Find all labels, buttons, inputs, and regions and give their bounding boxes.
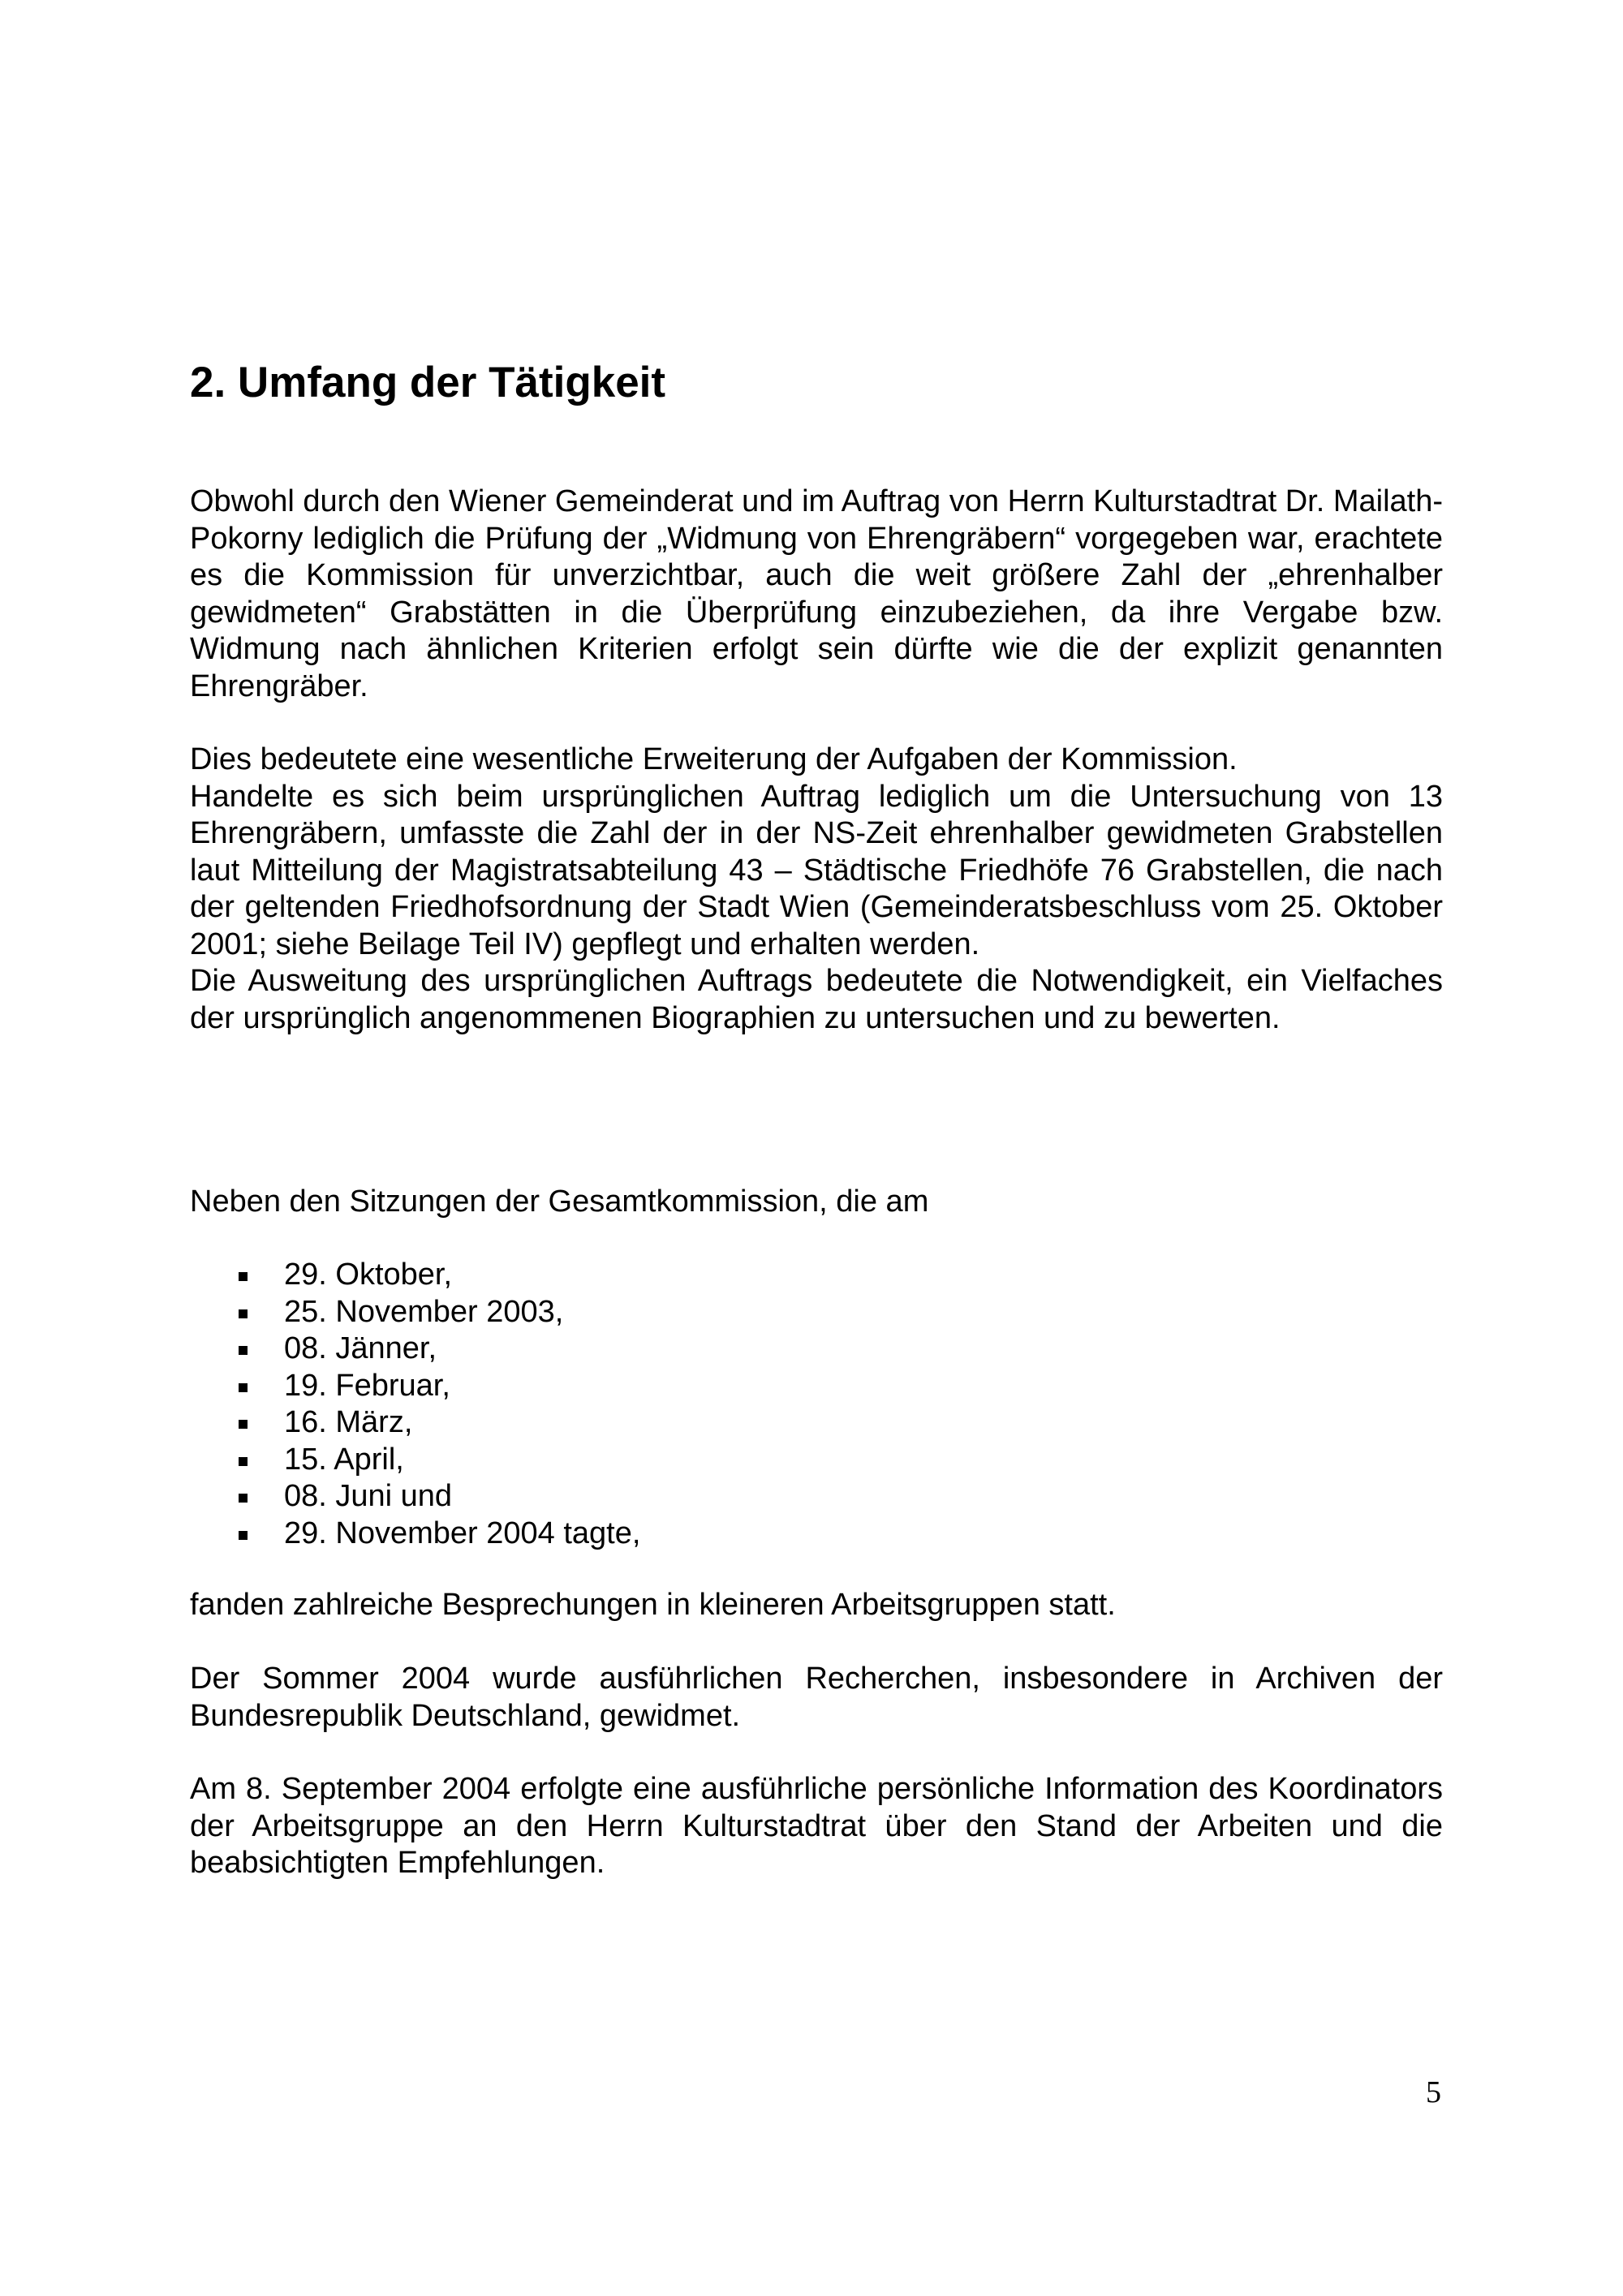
- square-bullet-icon: [239, 1420, 248, 1429]
- list-item: [239, 1516, 640, 1553]
- square-bullet-icon: [239, 1383, 248, 1392]
- square-bullet-icon: [239, 1346, 248, 1355]
- list-item-text: 29. Oktober,: [284, 1258, 453, 1292]
- list-item: [239, 1294, 640, 1331]
- list-item: [239, 1478, 640, 1516]
- square-bullet-icon: [239, 1272, 248, 1281]
- square-bullet-icon: [239, 1494, 248, 1503]
- square-bullet-icon: [239, 1531, 248, 1540]
- square-bullet-icon: [239, 1457, 248, 1466]
- paragraph-summer-research: Der Sommer 2004 wurde ausführlichen Recherchen, insbesondere in Archiven der Bundesrepublik Deutschland, gewidmet.: [190, 1662, 1443, 1733]
- page-number: 5: [1426, 2075, 1441, 2109]
- paragraph-working-groups: fanden zahlreiche Besprechungen in kleineren Arbeitsgruppen statt.: [190, 1588, 1116, 1622]
- paragraph-expansion-part3: Die Ausweitung des ursprünglichen Auftrags bedeutete die Notwendigkeit, ein Vielfaches der ursprünglich angenommenen Biographien zu untersuchen und zu bewerten.: [190, 964, 1443, 1035]
- square-bullet-icon: [239, 1309, 248, 1318]
- paragraph-scope-intro: Obwohl durch den Wiener Gemeinderat und im Auftrag von Herrn Kulturstadtrat Dr. Mailath-Pokorny lediglich die Prüfung der „Widmung von Ehrengräbern“ vorgegeben war, erachtete es die Kommission für unverzichtbar, auch die weit größere Zahl der „ehrenhalber gewidmeten“ Grabstätten in die Überprüfung einzubeziehen, da ihre Vergabe bzw. Widmung nach ähnlichen Kriterien erfolgt sein dürfte wie die der explizit genannten Ehrengräber.: [190, 484, 1443, 703]
- session-dates-list: [239, 1257, 640, 1552]
- list-item-text: 16. März,: [284, 1405, 413, 1439]
- paragraph-expansion-part2: Handelte es sich beim ursprünglichen Auftrag lediglich um die Untersuchung von 13 Ehrengräbern, umfasste die Zahl der in der NS-Zeit ehrenhalber gewidmeten Grabstellen laut Mitteilung der Magistratsabteilung 43 – Städtische Friedhöfe 76 Grabstellen, die nach der geltenden Friedhofsordnung der Stadt Wien (Gemeinderatsbeschluss vom 25. Oktober 2001; siehe Beilage Teil IV) gepflegt und erhalten werden.: [190, 779, 1443, 961]
- list-item: [239, 1331, 640, 1368]
- paragraph-september-info: Am 8. September 2004 erfolgte eine ausführliche persönliche Information des Koordinators der Arbeitsgruppe an den Herrn Kulturstadtrat über den Stand der Arbeiten und die beabsichtigten Empfehlungen.: [190, 1772, 1443, 1880]
- section-heading: 2. Umfang der Tätigkeit: [190, 359, 666, 406]
- list-item-text: 25. November 2003,: [284, 1294, 564, 1329]
- list-item: [239, 1257, 640, 1294]
- paragraph-expansion: [190, 742, 1443, 1037]
- list-item: [239, 1368, 640, 1405]
- list-item: [239, 1442, 640, 1479]
- list-item-text: 08. Juni und: [284, 1479, 453, 1513]
- paragraph-sessions-intro: Neben den Sitzungen der Gesamtkommission, die am: [190, 1185, 929, 1219]
- list-item-text: 08. Jänner,: [284, 1331, 437, 1365]
- list-item: [239, 1404, 640, 1442]
- list-item-text: 15. April,: [284, 1442, 404, 1477]
- list-item-text: 29. November 2004 tagte,: [284, 1516, 641, 1550]
- list-item-text: 19. Februar,: [284, 1368, 450, 1403]
- paragraph-expansion-line1: Dies bedeutete eine wesentliche Erweiterung der Aufgaben der Kommission.: [190, 742, 1238, 776]
